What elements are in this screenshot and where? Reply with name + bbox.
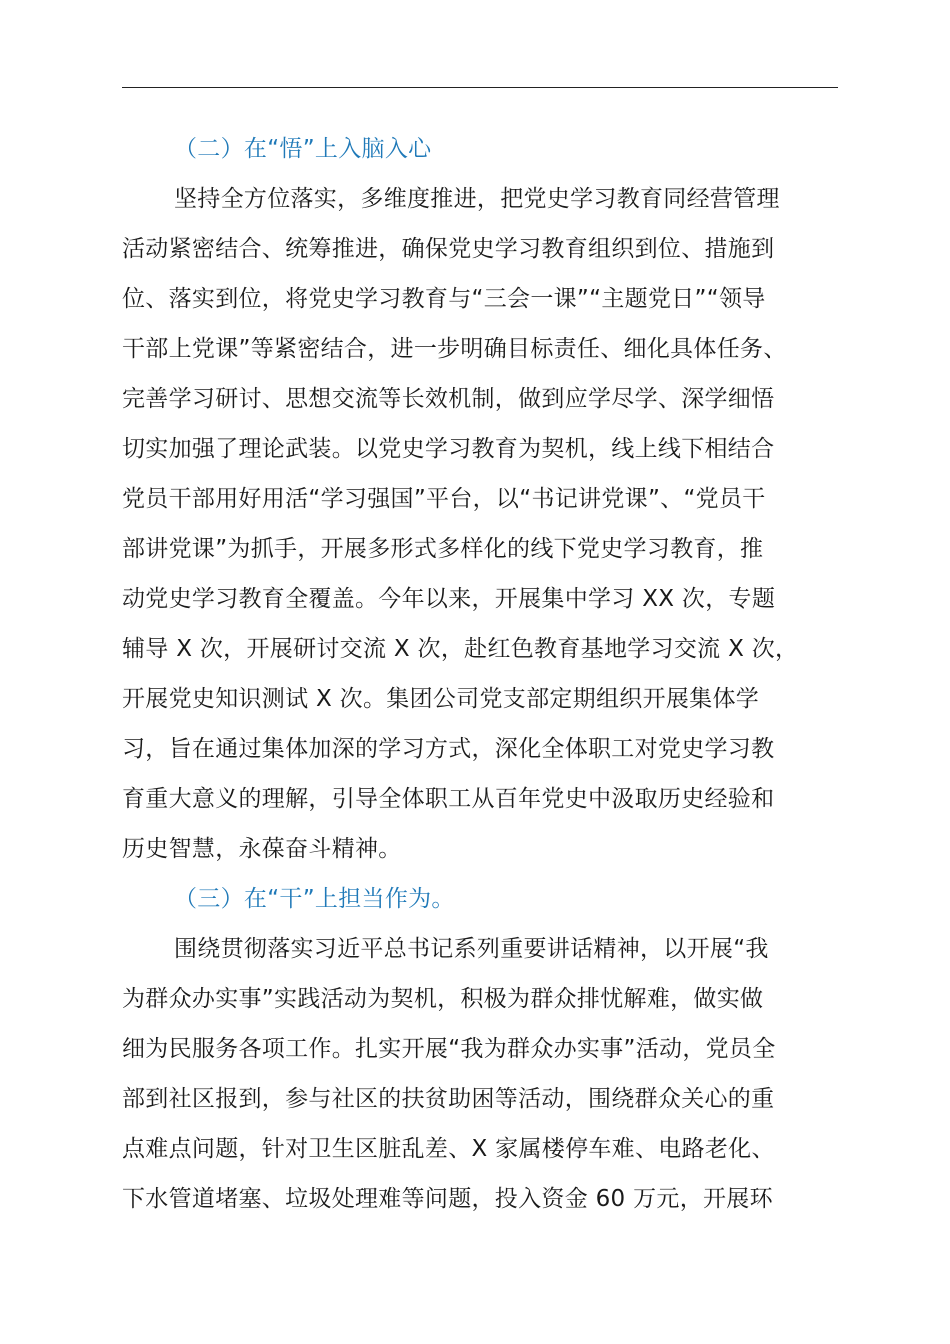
section-heading-three: （三）在“干”上担当作为。 <box>174 886 455 912</box>
paragraph-line: 下水管道堵塞、垃圾处理难等问题，投入资金 60 万元，开展环 <box>122 1186 773 1212</box>
paragraph-line: 党员干部用好用活“学习强国”平台，以“书记讲党课”、“党员干 <box>122 486 766 512</box>
paragraph-line: 活动紧密结合、统筹推进，确保党史学习教育组织到位、措施到 <box>122 236 775 262</box>
paragraph-line: 坚持全方位落实，多维度推进，把党史学习教育同经营管理 <box>174 186 780 212</box>
paragraph-line: 完善学习研讨、思想交流等长效机制，做到应学尽学、深学细悟 <box>122 386 775 412</box>
section-heading-two: （二）在“悟”上入脑入心 <box>174 136 432 162</box>
paragraph-line: 部讲党课”为抓手，开展多形式多样化的线下党史学习教育，推 <box>122 536 764 562</box>
paragraph-line: 开展党史知识测试 X 次。集团公司党支部定期组织开展集体学 <box>122 686 760 712</box>
paragraph-line: 部到社区报到，参与社区的扶贫助困等活动，围绕群众关心的重 <box>122 1086 775 1112</box>
paragraph-line: 为群众办实事”实践活动为契机，积极为群众排忧解难，做实做 <box>122 986 764 1012</box>
paragraph-line: 习，旨在通过集体加深的学习方式，深化全体职工对党史学习教 <box>122 736 775 762</box>
document-body <box>122 124 838 1224</box>
paragraph-line: 辅导 X 次，开展研讨交流 X 次，赴红色教育基地学习交流 X 次， <box>122 636 799 662</box>
paragraph-line: 围绕贯彻落实习近平总书记系列重要讲话精神，以开展“我 <box>174 936 769 962</box>
paragraph-line: 切实加强了理论武装。以党史学习教育为契机，线上线下相结合 <box>122 436 775 462</box>
paragraph-line: 育重大意义的理解，引导全体职工从百年党史中汲取历史经验和 <box>122 786 775 812</box>
paragraph-line: 位、落实到位，将党史学习教育与“三会一课”“主题党日”“领导 <box>122 286 766 312</box>
paragraph-line: 动党史学习教育全覆盖。今年以来，开展集中学习 XX 次，专题 <box>122 586 776 612</box>
paragraph-line: 点难点问题，针对卫生区脏乱差、X 家属楼停车难、电路老化、 <box>122 1136 775 1162</box>
paragraph-line: 细为民服务各项工作。扎实开展“我为群众办实事”活动，党员全 <box>122 1036 776 1062</box>
paragraph-line: 干部上党课”等紧密结合，进一步明确目标责任、细化具体任务、 <box>122 336 787 362</box>
header-rule <box>122 87 838 88</box>
paragraph-line: 历史智慧，永葆奋斗精神。 <box>122 836 402 862</box>
